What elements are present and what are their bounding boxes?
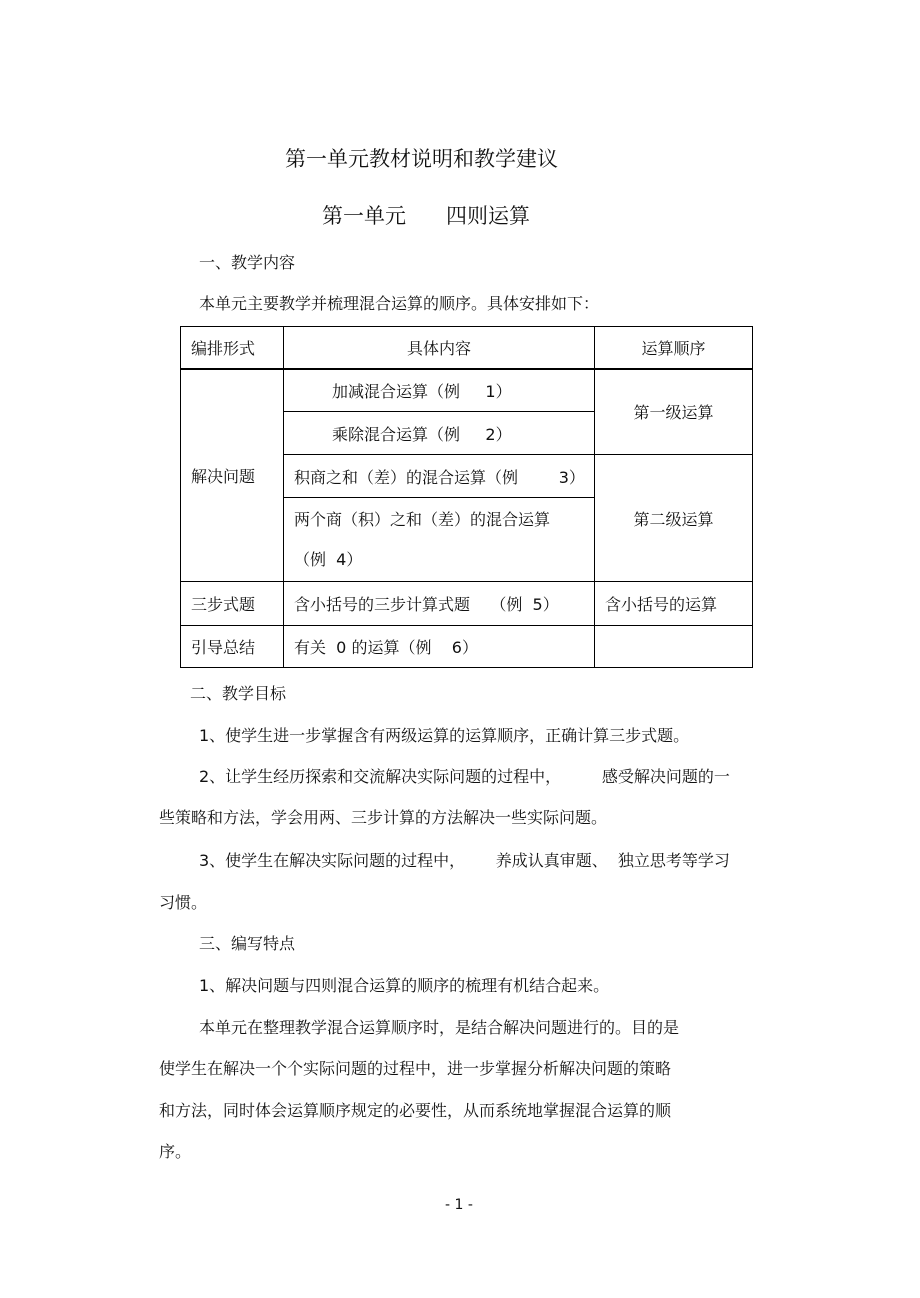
table-row [181,369,753,412]
table-cell-order: 含小括号的运算 [595,582,753,626]
unit-title: 第一单元 四则运算 [322,204,531,228]
table-cell-order: 第二级运算 [595,455,753,582]
table-cell-content-line: 两个商（积）之和（差）的混合运算 [294,509,551,529]
section-heading-content: 一、教学内容 [199,253,296,272]
feature-1: 1、解决问题与四则混合运算的顺序的梳理有机结合起来。 [199,976,610,995]
table-cell-content-line: （例 4） [294,549,363,569]
table-cell-form: 引导总结 [181,626,284,668]
feature-paragraph-line-1: 本单元在整理教学混合运算顺序时，是结合解决问题进行的。目的是 [199,1018,680,1037]
document-title: 第一单元教材说明和教学建议 [285,147,558,171]
goal-3-line-2: 习惯。 [159,893,208,912]
table-header-cell: 具体内容 [284,327,595,369]
feature-paragraph-line-2: 使学生在解决一个个实际问题的过程中，进一步掌握分析解决问题的策略 [159,1059,672,1078]
feature-paragraph-line-3: 和方法，同时体会运算顺序规定的必要性，从而系统地掌握混合运算的顺 [159,1101,672,1120]
goal-2-line-2: 些策略和方法，学会用两、三步计算的方法解决一些实际问题。 [159,808,608,827]
table-header-cell: 编排形式 [181,327,284,369]
goal-1: 1、使学生进一步掌握含有两级运算的运算顺序，正确计算三步式题。 [199,726,690,745]
goal-3-line-1: 3、使学生在解决实际问题的过程中， 养成认真审题、 独立思考等学习 [199,851,730,870]
table-cell-content: 有关 0 的运算（例 6） [284,626,595,668]
table-cell-form: 三步式题 [181,582,284,626]
table-cell-content: 乘除混合运算（例 2） [284,412,595,455]
table-header-row [181,327,753,369]
table-cell-order-empty [595,626,753,668]
table-row [181,626,753,668]
table-row [181,582,753,626]
section-heading-goals: 二、教学目标 [190,684,287,703]
table-cell-order: 第一级运算 [595,369,753,455]
table-cell-form: 解决问题 [181,369,284,582]
table-cell-content: 含小括号的三步计算式题 （例 5） [284,582,595,626]
table-cell-content: 加减混合运算（例 1） [284,369,595,412]
feature-paragraph-line-4: 序。 [159,1142,192,1161]
section-intro: 本单元主要教学并梳理混合运算的顺序。具体安排如下： [199,294,600,313]
goal-2-line-1: 2、让学生经历探索和交流解决实际问题的过程中， 感受解决问题的一 [199,767,730,786]
table-header-cell: 运算顺序 [595,327,753,369]
table-cell-content: 积商之和（差）的混合运算（例 3） [284,455,595,498]
table-cell-content [284,498,595,582]
page-number: - 1 - [445,1197,473,1213]
section-heading-features: 三、编写特点 [199,934,296,953]
content-arrangement-table [180,326,753,668]
